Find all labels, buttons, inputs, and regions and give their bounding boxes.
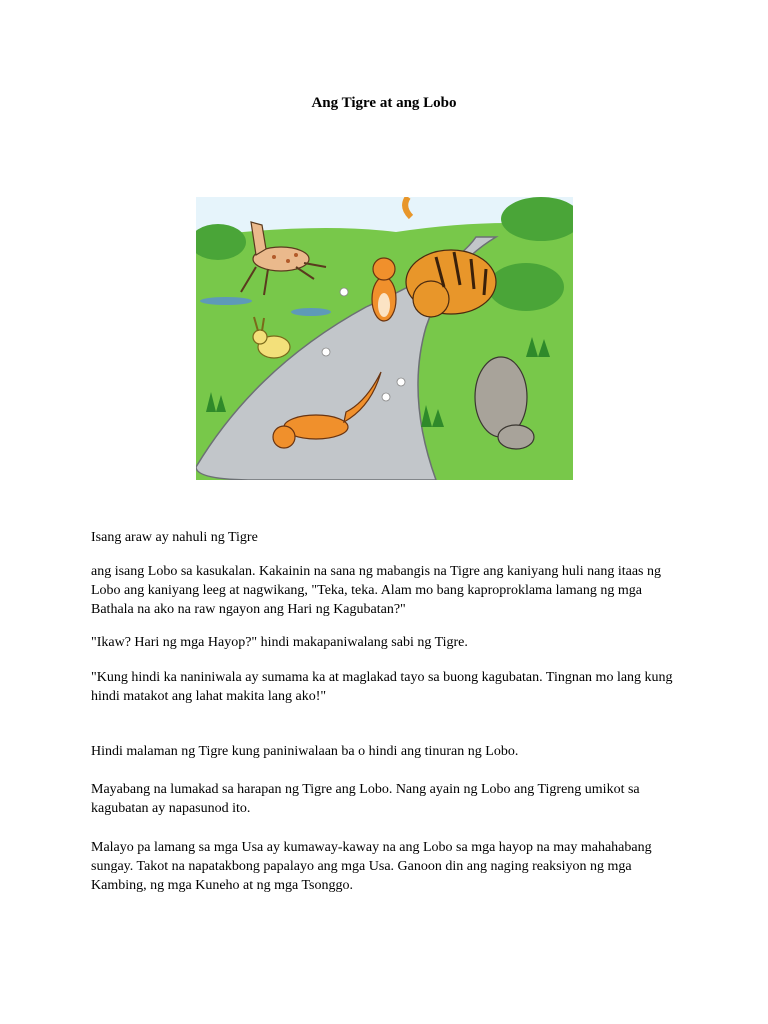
story-paragraph-7: Malayo pa lamang sa mga Usa ay kumaway-kaway na ang Lobo sa mga hayop na may mahahabang sungay. Takot na napatakbong papalayo ang mga Usa. Ganoon din ang naging reaksiyon ng mga Kambing, ng mga Kuneho at ng mga Tsonggo. — [91, 840, 652, 893]
story-illustration — [196, 197, 573, 480]
fox-standing — [372, 258, 396, 321]
puddle-2 — [291, 308, 331, 316]
story-illustration-icon — [196, 197, 573, 480]
page-title: Ang Tigre at ang Lobo — [311, 95, 457, 111]
story-paragraph-2: ang isang Lobo sa kasukalan. Kakainin na sana ng mabangis na Tigre ang kaniyang huli nang itaas ng Lobo ang kaniyang leeg at nagwikang, "Teka, teka. Alam mo bang kaproproklama lamang ng mga Bathala na ako na raw ngayon ang Hari ng Kagubatan?" — [91, 564, 661, 617]
puddle — [200, 297, 252, 305]
story-paragraph-4: "Kung hindi ka naniniwala ay sumama ka at maglakad tayo sa buong kagubatan. Tingnan mo lang kung hindi matakot ang lahat makita lang ako!" — [91, 670, 673, 704]
story-paragraph-5: Hindi malaman ng Tigre kung paniniwalaan ba o hindi ang tinuran ng Lobo. — [91, 744, 519, 759]
story-paragraph-1: Isang araw ay nahuli ng Tigre — [91, 530, 258, 545]
story-paragraph-6: Mayabang na lumakad sa harapan ng Tigre ang Lobo. Nang ayain ng Lobo ang Tigreng umikot sa kagubatan ay napasunod ito. — [91, 782, 640, 816]
story-paragraph-3: "Ikaw? Hari ng mga Hayop?" hindi makapaniwalang sabi ng Tigre. — [91, 635, 468, 650]
bush-right-2 — [488, 263, 564, 311]
